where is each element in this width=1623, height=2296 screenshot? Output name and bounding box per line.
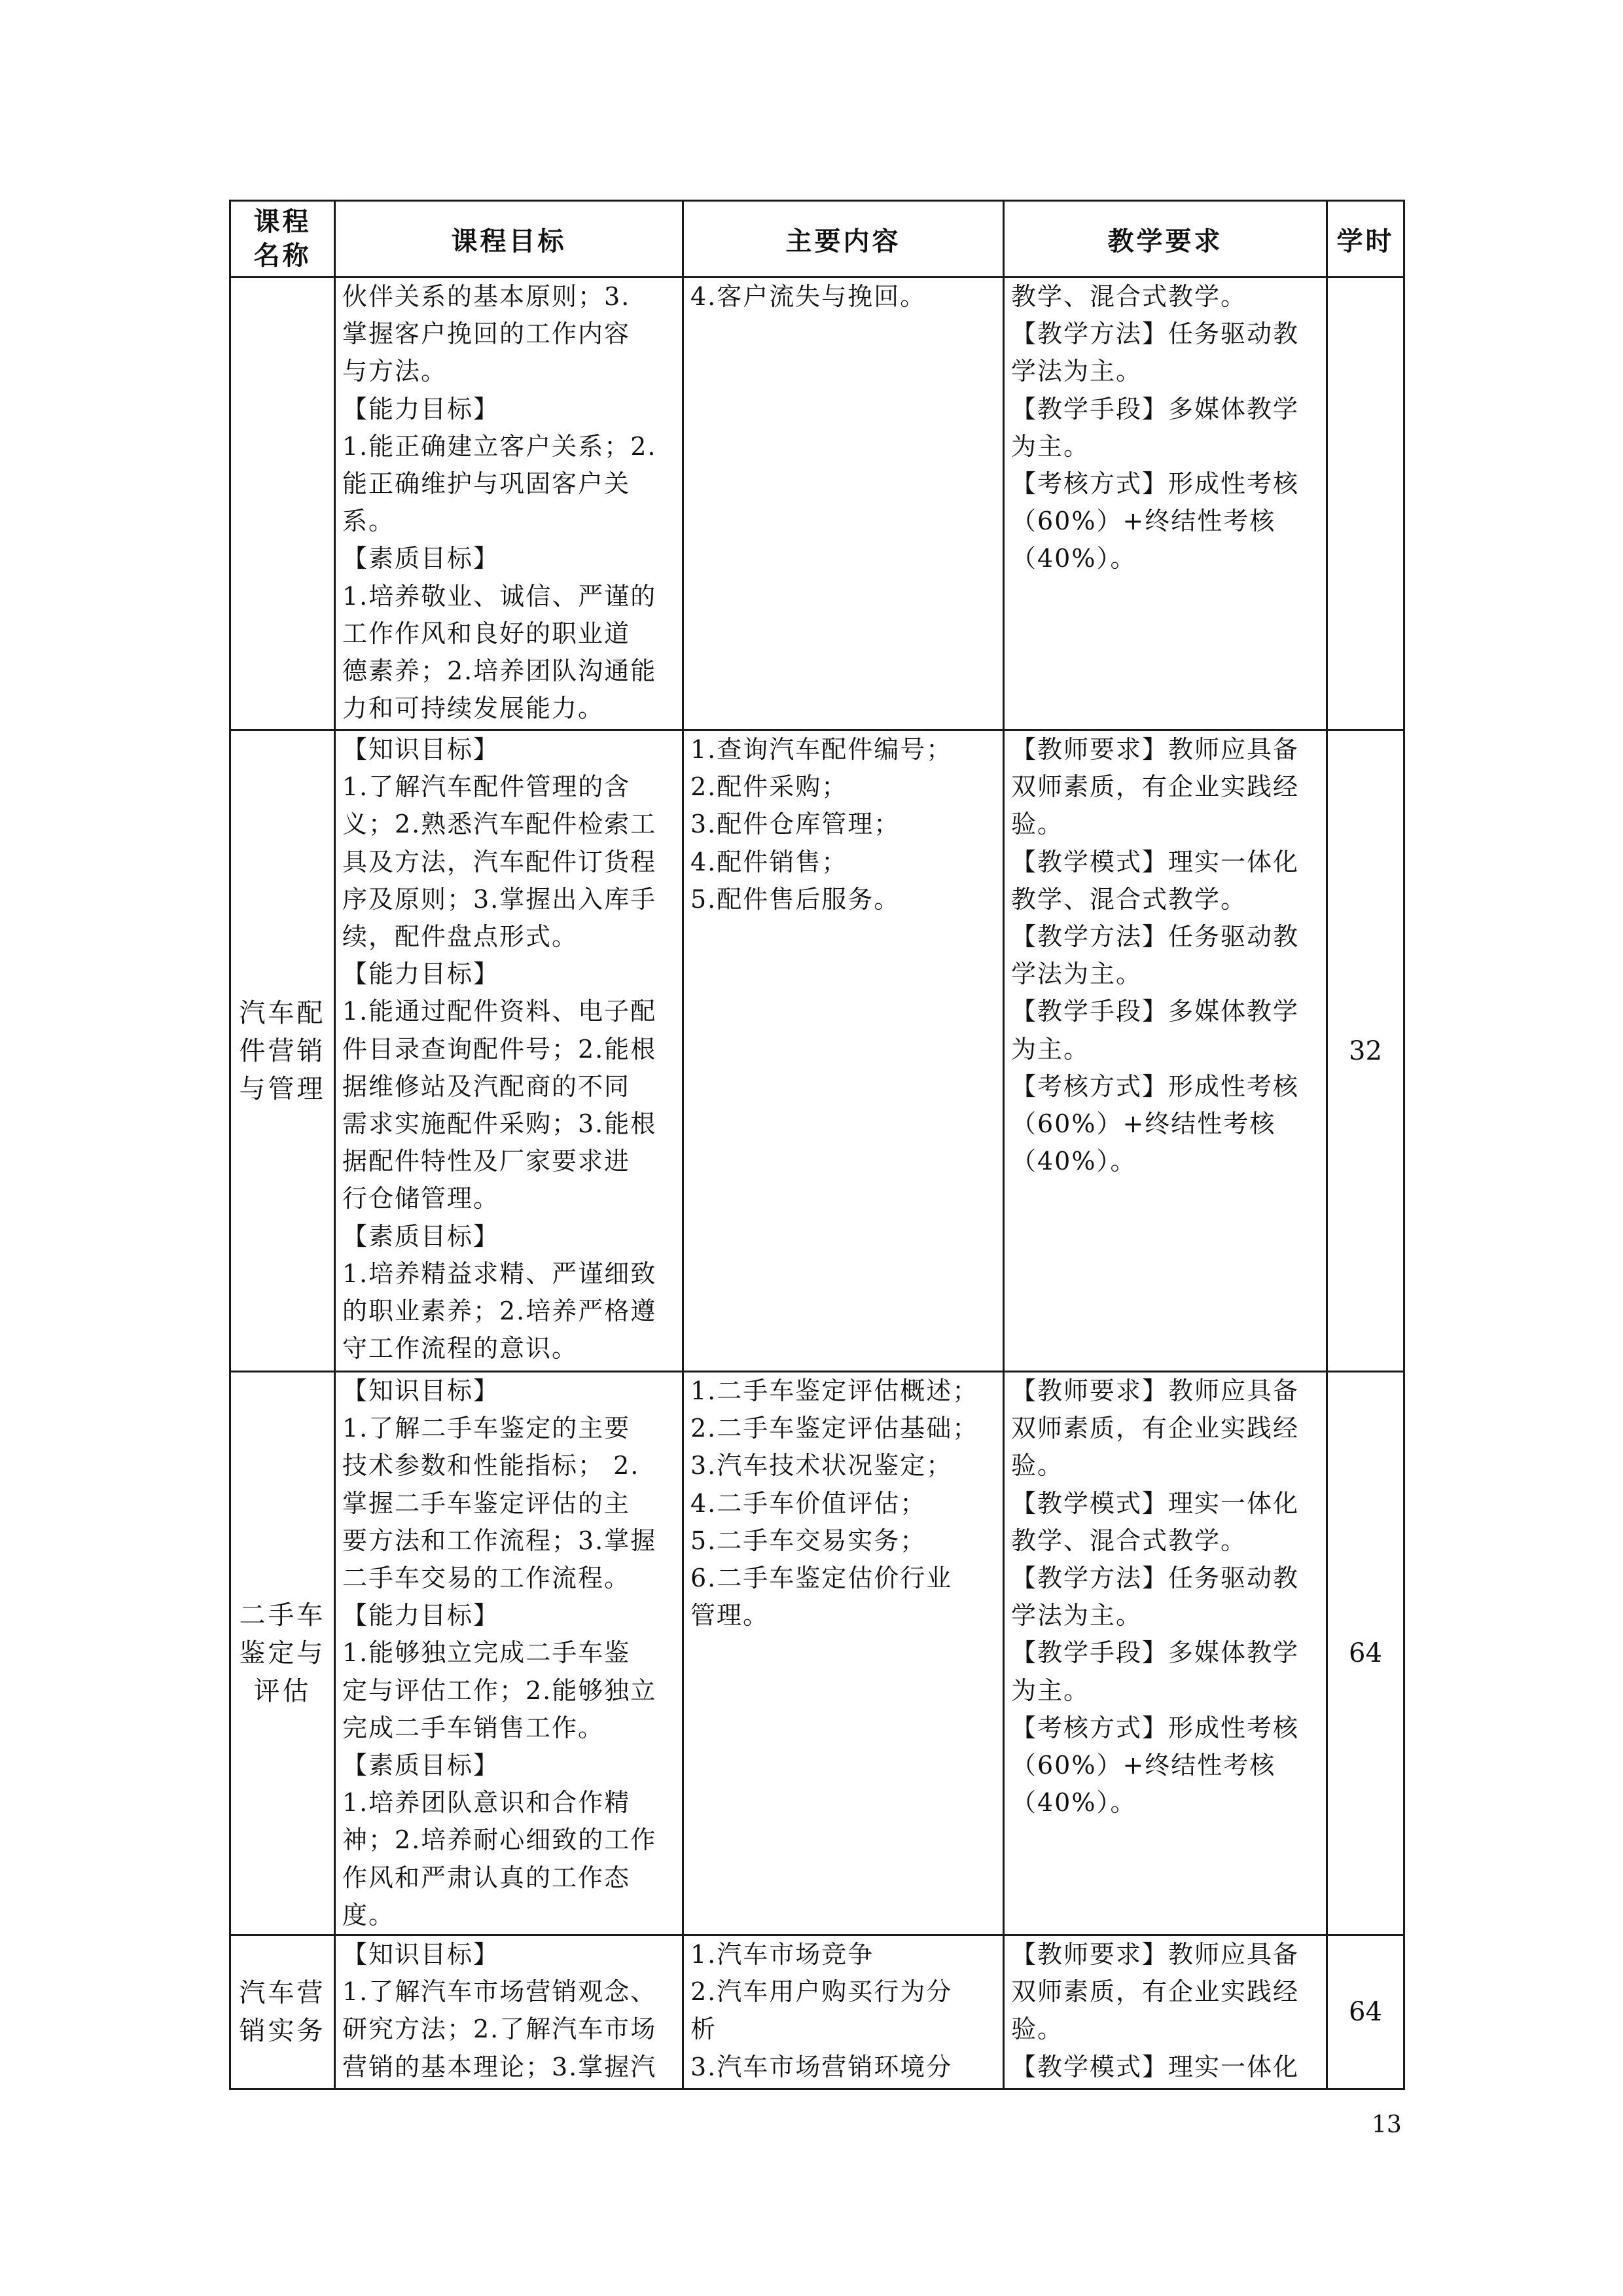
content-line: 5.配件售后服务。	[690, 884, 901, 914]
goal-line: 义；2.熟悉汽车配件检索工	[342, 810, 657, 839]
goal-line: 据配件特性及厂家要求进	[342, 1147, 631, 1176]
course-name-line: 汽车营	[239, 1978, 326, 2009]
goal-line: 与方法。	[342, 357, 448, 386]
course-goals-cell	[335, 1935, 683, 2089]
requirement-line: 【考核方式】形成性考核	[1011, 1071, 1300, 1101]
requirement-line: 为主。	[1011, 431, 1090, 461]
requirement-line: 学法为主。	[1011, 960, 1143, 989]
content-line: 4.配件销售；	[690, 847, 848, 876]
requirement-line: 为主。	[1011, 1676, 1090, 1705]
requirement-line: （40%）。	[1011, 544, 1137, 573]
requirement-line: 【教师要求】教师应具备	[1011, 1376, 1300, 1405]
table-header-row	[230, 201, 1404, 278]
goal-line: 完成二手车销售工作。	[342, 1713, 605, 1742]
requirement-line: （40%）。	[1011, 1788, 1137, 1818]
goal-line: 掌握客户挽回的工作内容	[342, 319, 631, 349]
goal-line: 的职业素养；2.培养严格遵	[342, 1297, 657, 1326]
goal-line: 1.培养精益求精、严谨细致	[342, 1259, 657, 1288]
course-name-line: 件营销	[239, 1035, 326, 1066]
goal-line: 度。	[342, 1900, 395, 1929]
content-line: 3.配件仓库管理；	[690, 810, 901, 839]
class-hours-cell: 32	[1327, 730, 1404, 1372]
requirement-line: 验。	[1011, 2015, 1064, 2044]
main-content-cell	[683, 730, 1004, 1372]
class-hours-cell: 64	[1327, 1935, 1404, 2089]
table-row	[230, 1372, 1404, 1935]
content-line: 1.查询汽车配件编号；	[690, 735, 953, 764]
goal-line: 【能力目标】	[342, 394, 500, 423]
content-line: 管理。	[690, 1601, 770, 1630]
teaching-requirements-cell	[1004, 278, 1327, 730]
main-content-cell	[683, 1372, 1004, 1935]
goal-line: 【能力目标】	[342, 1601, 500, 1630]
table-row	[230, 278, 1404, 730]
requirement-line: 【教学手段】多媒体教学	[1011, 394, 1300, 423]
requirement-line: 【教学方法】任务驱动教	[1011, 1564, 1300, 1593]
requirement-line: 【教师要求】教师应具备	[1011, 1940, 1300, 1969]
course-goals-cell	[335, 730, 683, 1372]
goal-line: 神；2.培养耐心细致的工作	[342, 1825, 657, 1855]
goal-line: 1.能正确建立客户关系；2.	[342, 431, 657, 461]
requirement-line: 【教学模式】理实一体化	[1011, 1488, 1300, 1518]
goal-line: 力和可持续发展能力。	[342, 694, 605, 723]
content-line: 2.配件采购；	[690, 772, 848, 802]
content-line: 4.客户流失与挽回。	[690, 282, 927, 311]
requirement-line: 【教学模式】理实一体化	[1011, 2052, 1300, 2081]
header-main-content: 主要内容	[683, 201, 1004, 278]
goal-line: 定与评估工作；2.能够独立	[342, 1676, 657, 1705]
table-row	[230, 1935, 1404, 2089]
content-line: 2.汽车用户购买行为分	[690, 1977, 953, 2007]
goal-line: 德素养；2.培养团队沟通能	[342, 656, 657, 686]
content-line: 3.汽车市场营销环境分	[690, 2052, 953, 2081]
requirement-line: 教学、混合式教学。	[1011, 1526, 1247, 1555]
goal-line: 1.能通过配件资料、电子配	[342, 997, 657, 1026]
page-number: 13	[1372, 2111, 1402, 2138]
course-table	[229, 200, 1405, 2090]
goal-line: 【知识目标】	[342, 1940, 500, 1969]
header-course-name-line: 名称	[253, 240, 312, 271]
course-name-cell	[230, 278, 335, 730]
content-line: 5.二手车交易实务；	[690, 1526, 927, 1555]
header-course-name-line: 课程	[253, 206, 312, 237]
course-name-line: 鉴定与	[239, 1638, 326, 1669]
requirement-line: 双师素质，有企业实践经	[1011, 772, 1300, 802]
content-line: 2.二手车鉴定评估基础；	[690, 1414, 979, 1443]
course-name-line: 评估	[253, 1676, 312, 1707]
requirement-line: 教学、混合式教学。	[1011, 282, 1247, 311]
goal-line: 二手车交易的工作流程。	[342, 1564, 631, 1593]
main-content-cell	[683, 1935, 1004, 2089]
header-teaching-requirements: 教学要求	[1004, 201, 1327, 278]
goal-line: 【知识目标】	[342, 1376, 500, 1405]
goal-line: 掌握二手车鉴定评估的主	[342, 1488, 631, 1518]
requirement-line: 双师素质，有企业实践经	[1011, 1414, 1300, 1443]
header-class-hours: 学时	[1327, 201, 1404, 278]
header-course-name	[230, 201, 335, 278]
goal-line: 【知识目标】	[342, 735, 500, 764]
requirement-line: 为主。	[1011, 1034, 1090, 1064]
requirement-line: （60%）+终结性考核	[1011, 1109, 1276, 1139]
class-hours-cell	[1327, 278, 1404, 730]
goal-line: 伙伴关系的基本原则；3.	[342, 282, 631, 311]
goal-line: 【素质目标】	[342, 1751, 500, 1780]
teaching-requirements-cell	[1004, 730, 1327, 1372]
requirement-line: 【考核方式】形成性考核	[1011, 469, 1300, 499]
goal-line: 能正确维护与巩固客户关	[342, 469, 631, 499]
requirement-line: 【教学方法】任务驱动教	[1011, 922, 1300, 952]
requirement-line: 【教学手段】多媒体教学	[1011, 997, 1300, 1026]
course-name-cell	[230, 730, 335, 1372]
course-name-cell	[230, 1372, 335, 1935]
requirement-line: 学法为主。	[1011, 1601, 1143, 1630]
main-content-cell	[683, 278, 1004, 730]
goal-line: 系。	[342, 507, 395, 536]
goal-line: 营销的基本理论；3.掌握汽	[342, 2052, 657, 2081]
goal-line: 技术参数和性能指标； 2.	[342, 1451, 640, 1480]
course-name-line: 二手车	[239, 1600, 326, 1631]
requirement-line: 【教师要求】教师应具备	[1011, 735, 1300, 764]
goal-line: 作风和严肃认真的工作态	[342, 1863, 631, 1892]
goal-line: 工作作风和良好的职业道	[342, 619, 631, 648]
table-body	[230, 278, 1404, 2089]
requirement-line: 【教学模式】理实一体化	[1011, 847, 1300, 876]
content-line: 4.二手车价值评估；	[690, 1488, 927, 1518]
goal-line: 序及原则；3.掌握出入库手	[342, 884, 657, 914]
goal-line: 1.培养敬业、诚信、严谨的	[342, 581, 657, 611]
requirement-line: 【教学手段】多媒体教学	[1011, 1638, 1300, 1668]
goal-line: 【素质目标】	[342, 1221, 500, 1251]
content-line: 3.汽车技术状况鉴定；	[690, 1451, 953, 1480]
course-goals-cell	[335, 278, 683, 730]
course-name-line: 销实务	[239, 2016, 326, 2047]
class-hours-cell: 64	[1327, 1372, 1404, 1935]
course-name-line: 汽车配	[239, 997, 326, 1028]
goal-line: 件目录查询配件号；2.能根	[342, 1034, 657, 1064]
goal-line: 1.了解汽车市场营销观念、	[342, 1977, 657, 2007]
goal-line: 1.了解二手车鉴定的主要	[342, 1414, 631, 1443]
teaching-requirements-cell	[1004, 1372, 1327, 1935]
requirement-line: （60%）+终结性考核	[1011, 1751, 1276, 1780]
goal-line: 【能力目标】	[342, 960, 500, 989]
header-course-goals: 课程目标	[335, 201, 683, 278]
requirement-line: （60%）+终结性考核	[1011, 507, 1276, 536]
requirement-line: 学法为主。	[1011, 357, 1143, 386]
requirement-line: 教学、混合式教学。	[1011, 884, 1247, 914]
requirement-line: 【教学方法】任务驱动教	[1011, 319, 1300, 349]
goal-line: 1.培养团队意识和合作精	[342, 1788, 631, 1818]
content-line: 6.二手车鉴定估价行业	[690, 1564, 953, 1593]
requirement-line: 验。	[1011, 810, 1064, 839]
course-goals-cell	[335, 1372, 683, 1935]
course-name-cell	[230, 1935, 335, 2089]
teaching-requirements-cell	[1004, 1935, 1327, 2089]
goal-line: 要方法和工作流程；3.掌握	[342, 1526, 657, 1555]
goal-line: 具及方法，汽车配件订货程	[342, 847, 657, 876]
goal-line: 需求实施配件采购；3.能根	[342, 1109, 657, 1139]
requirement-line: （40%）。	[1011, 1147, 1137, 1176]
content-line: 1.汽车市场竞争	[690, 1940, 874, 1969]
content-line: 1.二手车鉴定评估概述；	[690, 1376, 979, 1405]
table-row	[230, 730, 1404, 1372]
goal-line: 1.能够独立完成二手车鉴	[342, 1638, 631, 1668]
goal-line: 行仓储管理。	[342, 1184, 500, 1213]
goal-line: 续，配件盘点形式。	[342, 922, 579, 952]
goal-line: 守工作流程的意识。	[342, 1334, 579, 1363]
requirement-line: 双师素质，有企业实践经	[1011, 1977, 1300, 2007]
requirement-line: 验。	[1011, 1451, 1064, 1480]
course-name-line: 与管理	[239, 1073, 326, 1104]
content-line: 析	[690, 2015, 717, 2044]
goal-line: 据维修站及汽配商的不同	[342, 1071, 631, 1101]
goal-line: 【素质目标】	[342, 544, 500, 573]
requirement-line: 【考核方式】形成性考核	[1011, 1713, 1300, 1742]
goal-line: 研究方法；2.了解汽车市场	[342, 2015, 657, 2044]
goal-line: 1.了解汽车配件管理的含	[342, 772, 631, 802]
